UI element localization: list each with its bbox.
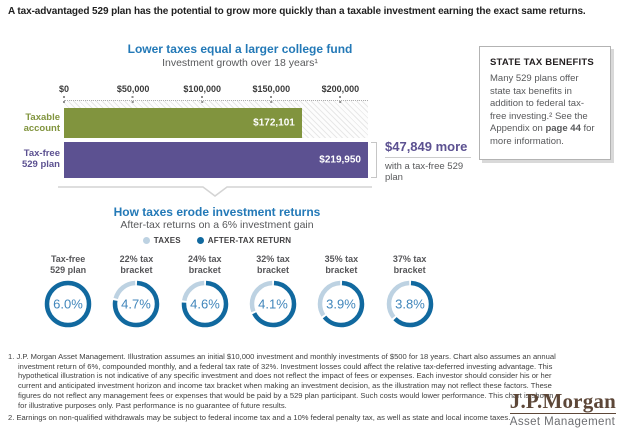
legend-dot-icon xyxy=(197,237,204,244)
bar-tax-free-529-plan xyxy=(64,142,368,178)
legend-item xyxy=(197,236,292,245)
footnote-2: 2. Earnings on non-qualified withdrawals may be subject to federal income tax and a 10% federal penalty tax, as well as state and local income taxes. xyxy=(8,413,511,423)
axis-tick xyxy=(322,84,360,103)
state-tax-benefits-box xyxy=(479,46,611,160)
donut-gauge xyxy=(239,254,307,329)
donut-ring-icon xyxy=(248,279,298,329)
legend-dot-icon xyxy=(143,237,150,244)
x-axis xyxy=(58,84,368,104)
axis-tick-label: $150,000 xyxy=(252,84,291,94)
erosion-legend xyxy=(0,236,434,245)
bar-value-label: $219,950 xyxy=(319,154,361,166)
donut-value: 6.0% xyxy=(53,296,83,312)
bar-label-taxable-account: Taxable account xyxy=(23,112,60,135)
donut-value: 4.6% xyxy=(189,296,220,312)
jpmorgan-logo xyxy=(510,391,616,428)
donut-label: 35% tax bracket xyxy=(324,254,359,275)
donut-gauge xyxy=(34,254,102,329)
section-divider-chevron xyxy=(55,185,375,199)
donut-label: 24% tax bracket xyxy=(187,254,222,275)
donut-row xyxy=(34,254,444,329)
donut-gauge xyxy=(102,254,170,329)
donut-value: 3.9% xyxy=(326,296,357,312)
asset-management-label: Asset Management xyxy=(509,416,616,428)
bar-label-tax-free-529-plan: Tax-free 529 plan xyxy=(21,148,60,171)
axis-tick-label: $0 xyxy=(58,84,70,94)
erosion-chart-subtitle: After-tax returns on a 6% investment gain xyxy=(120,219,314,231)
growth-chart-title: Lower taxes equal a larger college fund xyxy=(127,42,353,56)
state-tax-benefits-title: STATE TAX BENEFITS xyxy=(490,57,594,68)
axis-tick-mark xyxy=(339,96,341,103)
donut-value: 4.1% xyxy=(258,296,288,312)
difference-amount: $47,849 more xyxy=(385,139,468,154)
axis-tick-mark xyxy=(270,96,272,103)
bar-taxable-account xyxy=(64,108,302,138)
axis-tick-mark xyxy=(201,96,203,103)
difference-bracket xyxy=(371,142,377,178)
jpmorgan-wordmark: J.P.Morgan xyxy=(509,389,616,413)
legend-label: AFTER-TAX RETURN xyxy=(207,236,292,245)
donut-value: 3.8% xyxy=(394,296,425,312)
donut-value: 4.7% xyxy=(121,296,152,312)
axis-tick xyxy=(183,84,221,103)
donut-ring-icon xyxy=(111,279,161,329)
difference-callout xyxy=(385,139,477,184)
axis-tick-label: $200,000 xyxy=(321,84,360,94)
donut-label: Tax-free 529 plan xyxy=(50,254,87,275)
footnote-1: 1. J.P. Morgan Asset Management. Illustration assumes an initial $10,000 investment and monthly investments of $500 for 18 years. Chart also assumes an annual investment return of 6%, compounded monthly, and a federal tax rate of 32%. Investment losses could affect the relative tax-deferred investing advantage. This hypothetical illustration is not indicative of any specific investment and does not reflect the impact of fees or expenses. Each investor should consider his or her current and anticipated investment horizon and income tax bracket when making an investment decision, as the illustration may not reflect these factors. These figures do not reflect any management fees or expenses that would be paid by a 529 plan participant. Such costs would lower performance. This chart is shown for illustrative purposes only. Past performance is no guarantee of future results. xyxy=(8,352,556,410)
callout-rule xyxy=(385,157,471,158)
axis-tick xyxy=(117,84,150,103)
donut-ring-icon xyxy=(385,279,435,329)
donut-label: 32% tax bracket xyxy=(256,254,290,275)
erosion-chart-title: How taxes erode investment returns xyxy=(113,205,321,219)
donut-gauge xyxy=(171,254,239,329)
page-44-reference: page 44 xyxy=(545,123,581,135)
page-headline: A tax-advantaged 529 plan has the potential to grow more quickly than a taxable investment earning the exact same returns. xyxy=(8,6,586,17)
footnotes xyxy=(8,352,564,426)
growth-chart-subtitle: Investment growth over 18 years¹ xyxy=(162,57,318,69)
legend-item xyxy=(143,236,181,245)
donut-label: 22% tax bracket xyxy=(119,254,154,275)
axis-tick-label: $100,000 xyxy=(183,84,221,94)
donut-gauge xyxy=(307,254,375,329)
axis-tick-label: $50,000 xyxy=(116,84,150,94)
donut-label: 37% tax bracket xyxy=(392,254,427,275)
donut-gauge xyxy=(375,254,443,329)
axis-tick-mark xyxy=(132,96,134,103)
state-tax-benefits-body: Many 529 plans offer state tax benefits in addition to federal tax-free investing.² See the Appendix on page 44 for more information. xyxy=(490,73,595,147)
bar-value-label: $172,101 xyxy=(253,117,295,129)
donut-ring-icon xyxy=(316,279,366,329)
difference-caption: with a tax-free 529 plan xyxy=(385,161,464,184)
axis-tick xyxy=(253,84,291,103)
donut-ring-icon xyxy=(180,279,230,329)
legend-label: TAXES xyxy=(153,236,181,245)
axis-tick-mark xyxy=(63,96,65,103)
growth-plot xyxy=(64,100,368,177)
axis-tick xyxy=(59,84,69,103)
donut-ring-icon xyxy=(43,279,93,329)
